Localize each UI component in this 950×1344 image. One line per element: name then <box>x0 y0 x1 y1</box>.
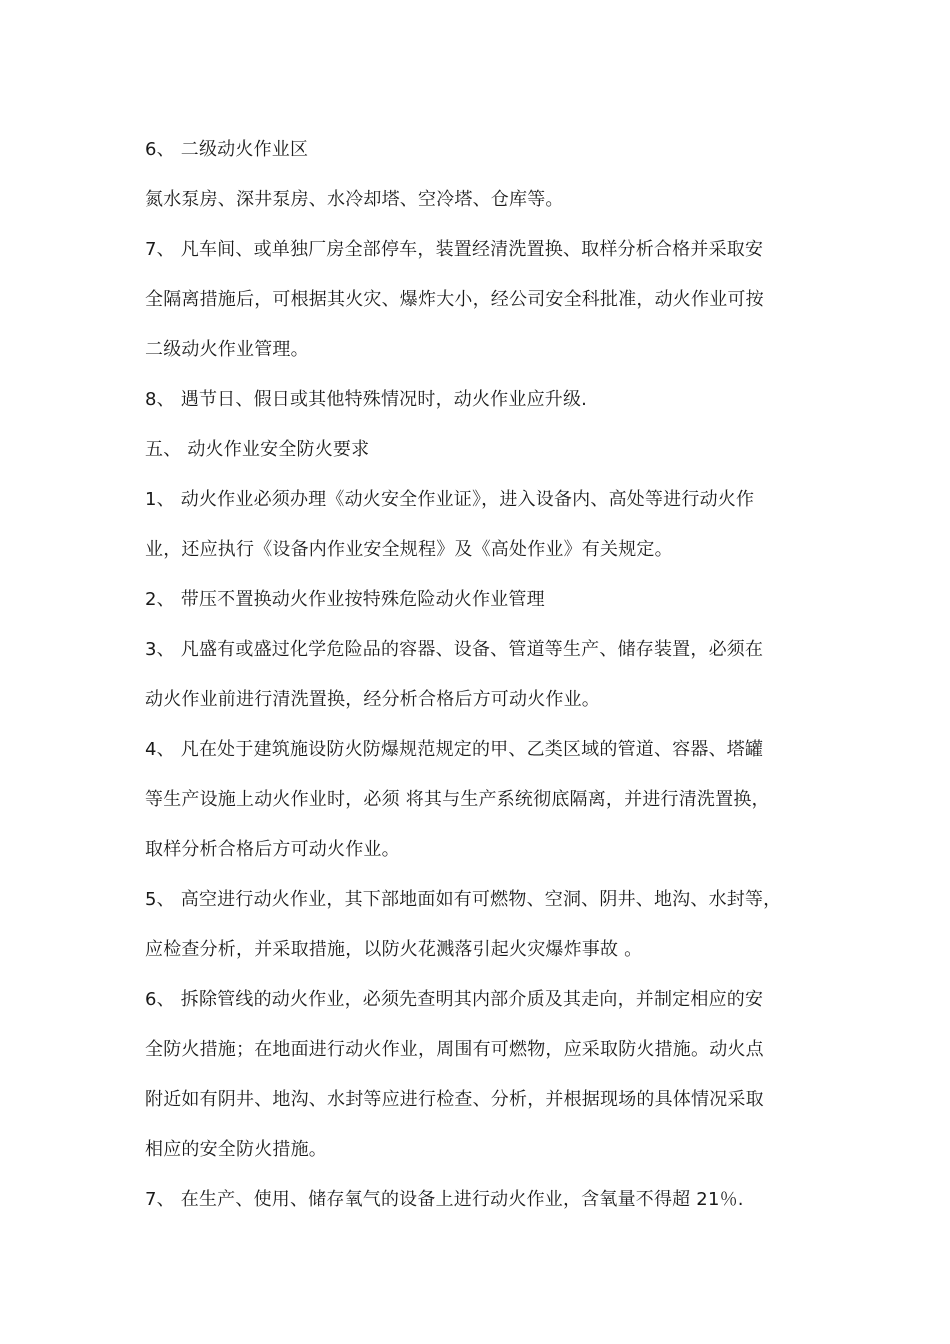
paragraph-line: 2、 带压不置换动火作业按特殊危险动火作业管理 <box>145 589 545 610</box>
paragraph-line: 等生产设施上动火作业时，必须 将其与生产系统彻底隔离，并进行清洗置换， <box>145 789 770 810</box>
paragraph-line: 7、 在生产、使用、储存氧气的设备上进行动火作业，含氧量不得超 21％. <box>145 1189 744 1210</box>
paragraph-line: 氮水泵房、深井泵房、水冷却塔、空冷塔、仓库等。 <box>145 189 564 210</box>
paragraph-line: 5、 高空进行动火作业，其下部地面如有可燃物、空洞、阴井、地沟、水封等， <box>145 889 782 910</box>
paragraph-line: 附近如有阴井、地沟、水封等应进行检查、分析，并根据现场的具体情况采取 <box>145 1089 764 1110</box>
paragraph-line: 全防火措施；在地面进行动火作业，周围有可燃物，应采取防火措施。动火点 <box>145 1039 764 1060</box>
paragraph-line: 3、 凡盛有或盛过化学危险品的容器、设备、管道等生产、储存装置，必须在 <box>145 639 764 660</box>
paragraph-line: 4、 凡在处于建筑施设防火防爆规范规定的甲、乙类区域的管道、容器、塔罐 <box>145 739 764 760</box>
paragraph-line: 1、 动火作业必须办理《动火安全作业证》，进入设备内、高处等进行动火作 <box>145 489 755 510</box>
paragraph-line: 6、 拆除管线的动火作业，必须先查明其内部介质及其走向，并制定相应的安 <box>145 989 764 1010</box>
paragraph-line: 二级动火作业管理。 <box>145 339 309 360</box>
paragraph-line: 动火作业前进行清洗置换，经分析合格后方可动火作业。 <box>145 689 600 710</box>
paragraph-line: 全隔离措施后，可根据其火灾、爆炸大小，经公司安全科批准，动火作业可按 <box>145 289 764 310</box>
heading-level2-zone: 6、 二级动火作业区 <box>145 139 309 160</box>
paragraph-line: 应检查分析，并采取措施，以防火花溅落引起火灾爆炸事故 。 <box>145 939 643 960</box>
paragraph-line: 7、 凡车间、或单独厂房全部停车，装置经清洗置换、取样分析合格并采取安 <box>145 239 764 260</box>
section-heading: 五、 动火作业安全防火要求 <box>145 439 370 460</box>
paragraph-line: 取样分析合格后方可动火作业。 <box>145 839 400 860</box>
paragraph-line: 业，还应执行《设备内作业安全规程》及《高处作业》有关规定。 <box>145 539 673 560</box>
paragraph-line: 8、 遇节日、假日或其他特殊情况时，动火作业应升级. <box>145 389 588 410</box>
paragraph-line: 相应的安全防火措施。 <box>145 1139 327 1160</box>
